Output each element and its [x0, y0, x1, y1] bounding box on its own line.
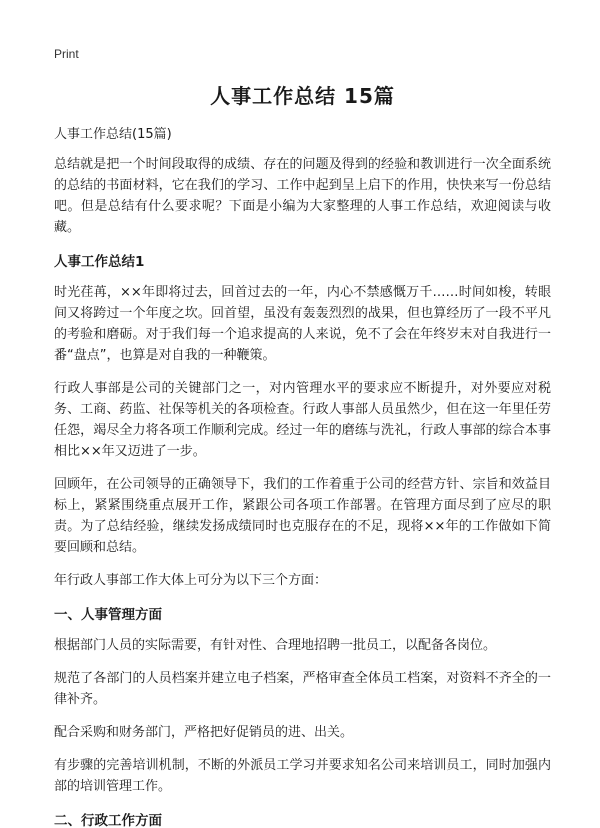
paragraph: 有步骤的完善培训机制，不断的外派员工学习并要求知名公司来培训员工，同时加强内部的培训管理工作。: [54, 758, 551, 794]
section-heading: 二、行政工作方面: [54, 813, 162, 828]
paragraph: 总结就是把一个时间段取得的成绩、存在的问题及得到的经验和教训进行一次全面系统的总结的书面材料，它在我们的学习、工作中起到呈上启下的作用，快快来写一份总结吧。但是总结有什么要求呢？下面是小编为大家整理的人事工作总结，欢迎阅读与收藏。: [54, 157, 551, 235]
document-body: [54, 80, 551, 828]
paragraph: 行政人事部是公司的关键部门之一，对内管理水平的要求应不断提升，对外要应对税务、工商、药监、社保等机关的各项检查。行政人事部人员虽然少，但在这一年里任劳任怨，竭尽全力将各项工作顺利完成。经过一年的磨练与洗礼，行政人事部的综合本事相比××年又迈进了一步。: [54, 381, 551, 459]
paragraph: 时光荏苒，××年即将过去，回首过去的一年，内心不禁感慨万千……时间如梭，转眼间又将跨过一个年度之坎。回首望，虽没有轰轰烈烈的战果，但也算经历了一段不平凡的考验和磨砺。对于我们每一个追求提高的人来说，免不了会在年终岁末对自我进行一番“盘点”，也算是对自我的一种鞭策。: [54, 285, 551, 363]
section-heading: 人事工作总结1: [54, 254, 145, 270]
paragraph: 年行政人事部工作大体上可分为以下三个方面：: [54, 573, 328, 588]
paragraph: 配合采购和财务部门，严格把好促销员的进、出关。: [54, 725, 354, 740]
section-heading: 一、人事管理方面: [54, 607, 162, 623]
paragraph: 根据部门人员的实际需要，有针对性、合理地招聘一批员工，以配备各岗位。: [54, 638, 497, 653]
document-subtitle: 人事工作总结(15篇): [54, 127, 172, 142]
paragraph: 回顾年，在公司领导的正确领导下，我们的工作着重于公司的经营方针、宗旨和效益目标上，紧紧围绕重点展开工作，紧跟公司各项工作部署。在管理方面尽到了应尽的职责。为了总结经验，继续发扬成绩同时也克服存在的不足，现将××年的工作做如下简要回顾和总结。: [54, 477, 551, 555]
paragraph: 规范了各部门的人员档案并建立电子档案，严格审查全体员工档案，对资料不齐全的一律补齐。: [54, 671, 551, 707]
page-title: 人事工作总结 15篇: [210, 84, 395, 108]
print-label: Print: [54, 47, 79, 61]
